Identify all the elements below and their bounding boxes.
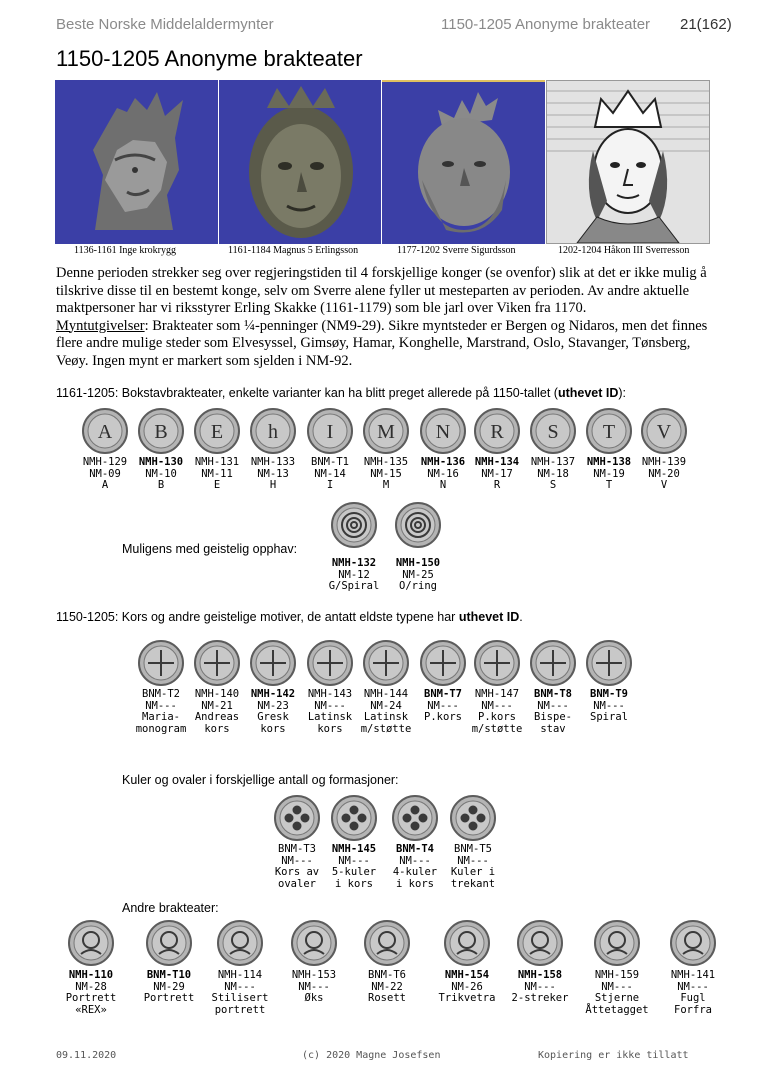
running-header-left: Beste Norske Middelaldermynter (56, 16, 274, 33)
coin-id: BNM-T4 (396, 843, 434, 855)
other-coin-label (508, 970, 572, 1005)
clerical-coin-label (322, 558, 386, 593)
portrait-image-sverre (382, 80, 545, 244)
svg-text:N: N (435, 421, 451, 443)
coin-description: S (549, 479, 557, 491)
ball-coin-image (274, 795, 320, 841)
coin-description: G/Spiral (328, 580, 380, 592)
coin-id: NMH-158 (517, 969, 563, 981)
cross-coin-label (465, 689, 529, 735)
coin-nm-number: NM-14 (314, 467, 346, 480)
coin-nm-number: NM-25 (402, 568, 434, 581)
svg-text:R: R (490, 421, 504, 443)
ball-coin-label (441, 844, 505, 890)
other-coin-image (146, 920, 192, 966)
coin-id: NMH-141 (670, 969, 716, 981)
coin-id: NMH-153 (291, 969, 337, 981)
coin-nm-number: NM--- (145, 699, 177, 712)
coin-nm-number: NM-28 (75, 980, 107, 993)
coin-description: E (213, 479, 221, 491)
letter-coin-label (73, 457, 137, 492)
coin-nm-number: NM-20 (648, 467, 680, 480)
coin-id: NMH-134 (474, 456, 520, 468)
other-coin-image (444, 920, 490, 966)
section-letter-bracteates-heading: 1161-1205: Bokstavbrakteater, enkelte varianter kan ha blitt preget allerede på 1150-tallet (uthevet ID): (56, 386, 627, 400)
coin-description: Gresk kors (257, 711, 289, 735)
coin-nm-number: NM-11 (201, 467, 233, 480)
coin-nm-number: NM-09 (89, 467, 121, 480)
svg-text:V: V (656, 421, 672, 443)
coin-id: NMH-139 (641, 456, 687, 468)
other-coin-image (217, 920, 263, 966)
section-cross-motifs-heading: 1150-1205: Kors og andre geistelige motiver, de antatt eldste typene har uthevet ID. (56, 610, 523, 624)
coin-nm-number: NM--- (524, 980, 556, 993)
coin-nm-number: NM-15 (370, 467, 402, 480)
clerical-coin-image (395, 502, 441, 548)
portrait-image-haakon (546, 80, 710, 244)
coin-description: Trikvetra (438, 992, 496, 1004)
coin-nm-number: NM-18 (537, 467, 569, 480)
coin-id: NMH-159 (594, 969, 640, 981)
letter-coin-label (129, 457, 193, 492)
cross-coin-image (250, 640, 296, 686)
other-coin-label (137, 970, 201, 1005)
portrait-caption-haakon: 1202-1204 Håkon III Sverresson (558, 245, 690, 256)
coin-id: NMH-143 (307, 688, 353, 700)
coin-description: P.kors (424, 711, 462, 723)
coin-description: B (157, 479, 165, 491)
coin-description: H (269, 479, 277, 491)
cross-coin-label (241, 689, 305, 735)
letter-coin-image (420, 408, 466, 454)
coin-description: Stjerne Åttetagget (585, 992, 649, 1016)
ball-coin-image (392, 795, 438, 841)
coin-id: NMH-140 (194, 688, 240, 700)
coin-id: NMH-110 (68, 969, 114, 981)
svg-text:h: h (268, 421, 278, 443)
svg-text:A: A (97, 421, 113, 443)
coin-description: Kuler i trekant (450, 866, 496, 890)
other-coin-label (208, 970, 272, 1016)
coin-nm-number: NM-26 (451, 980, 483, 993)
letter-coin-label (298, 457, 362, 492)
other-coin-label (355, 970, 419, 1005)
ball-coin-label (322, 844, 386, 890)
coin-nm-number: NM--- (314, 699, 346, 712)
cross-coin-label (298, 689, 362, 735)
coin-nm-number: NM-23 (257, 699, 289, 712)
ball-coin-label (383, 844, 447, 890)
coin-nm-number: NM--- (537, 699, 569, 712)
cross-coin-image (307, 640, 353, 686)
letter-coin-label (632, 457, 696, 492)
coin-description: Latinsk m/støtte (360, 711, 412, 735)
ball-coin-image (450, 795, 496, 841)
footer-copyright: (c) 2020 Magne Josefsen (302, 1050, 441, 1061)
coin-description: I (326, 479, 334, 491)
other-coin-image (670, 920, 716, 966)
letter-coin-image (307, 408, 353, 454)
coin-id: BNM-T1 (311, 456, 349, 468)
other-coin-label (282, 970, 346, 1005)
cross-coin-label (521, 689, 585, 735)
coin-description: M (382, 479, 390, 491)
coin-id: NMH-131 (194, 456, 240, 468)
coin-id: NMH-130 (138, 456, 184, 468)
coin-id: BNM-T10 (146, 969, 192, 981)
svg-text:T: T (602, 421, 616, 443)
intro-paragraph (56, 265, 716, 370)
coin-nm-number: NM-24 (370, 699, 402, 712)
footer-date: 09.11.2020 (56, 1050, 117, 1061)
coin-description: Portrett «REX» (65, 992, 117, 1016)
coin-nm-number: NM--- (338, 854, 370, 867)
coin-id: NMH-133 (250, 456, 296, 468)
coin-nm-number: NM-12 (338, 568, 370, 581)
letter-coin-image (363, 408, 409, 454)
mint-issues-text (56, 318, 716, 371)
letter-coin-label (465, 457, 529, 492)
other-coin-image (517, 920, 563, 966)
coin-nm-number: NM--- (281, 854, 313, 867)
svg-text:S: S (547, 421, 559, 443)
cross-coin-image (420, 640, 466, 686)
coin-id: BNM-T9 (590, 688, 628, 700)
portrait-image-inge (55, 80, 218, 244)
coin-description: 4-kuler i kors (392, 866, 438, 890)
coin-description: 2-streker (511, 992, 569, 1004)
coin-description: Fugl Forfra (674, 992, 712, 1016)
footer-notice: Kopiering er ikke tillatt (538, 1050, 689, 1061)
letter-coin-label (185, 457, 249, 492)
cross-coin-label (185, 689, 249, 735)
ball-coin-label (265, 844, 329, 890)
portrait-image-magnus (219, 80, 381, 244)
cross-coin-image (363, 640, 409, 686)
mint-issues-label: Myntutgivelser (56, 317, 145, 334)
letter-coin-image (641, 408, 687, 454)
other-coin-label (585, 970, 649, 1016)
letter-coin-label (521, 457, 585, 492)
coin-description: N (439, 479, 447, 491)
coin-id: NMH-147 (474, 688, 520, 700)
coin-description: T (605, 479, 613, 491)
page-title: 1150-1205 Anonyme brakteater (56, 46, 363, 71)
letter-coin-image (194, 408, 240, 454)
coin-id: NMH-150 (395, 557, 441, 569)
cross-coin-image (474, 640, 520, 686)
svg-text:B: B (154, 421, 168, 443)
cross-coin-image (138, 640, 184, 686)
letter-coin-label (241, 457, 305, 492)
cross-coin-label (577, 689, 641, 724)
letter-coin-image (250, 408, 296, 454)
svg-text:I: I (326, 421, 334, 443)
portrait-caption-inge: 1136-1161 Inge krokrygg (74, 245, 177, 256)
coin-id: NMH-135 (363, 456, 409, 468)
coin-description: 5-kuler i kors (331, 866, 377, 890)
coin-id: BNM-T3 (278, 843, 316, 855)
clerical-coin-image (331, 502, 377, 548)
coin-nm-number: NM--- (677, 980, 709, 993)
coin-nm-number: NM-19 (593, 467, 625, 480)
other-coin-image (364, 920, 410, 966)
coin-description: Bispe- stav (534, 711, 572, 735)
clerical-origin-label: Muligens med geistelig opphav: (122, 542, 298, 556)
portrait-caption-magnus: 1161-1184 Magnus 5 Erlingsson (228, 245, 359, 256)
svg-text:E: E (210, 421, 224, 443)
cross-coin-image (530, 640, 576, 686)
coin-nm-number: NM-16 (427, 467, 459, 480)
other-coin-label (59, 970, 123, 1016)
balls-ovals-label: Kuler og ovaler i forskjellige antall og formasjoner: (122, 773, 399, 787)
coin-id: NMH-142 (250, 688, 296, 700)
coin-nm-number: NM-29 (153, 980, 185, 993)
coin-id: NMH-129 (82, 456, 128, 468)
coin-id: BNM-T7 (424, 688, 462, 700)
coin-nm-number: NM-22 (371, 980, 403, 993)
coin-nm-number: NM--- (601, 980, 633, 993)
other-bracteates-label: Andre brakteater: (122, 901, 219, 915)
coin-nm-number: NM--- (224, 980, 256, 993)
coin-description: R (493, 479, 501, 491)
coin-description: V (660, 479, 668, 491)
cross-coin-label (129, 689, 193, 735)
coin-description: P.kors m/støtte (471, 711, 523, 735)
coin-description: Andreas kors (194, 711, 240, 735)
intro-text: Denne perioden strekker seg over regjeringstiden til 4 forskjellige konger (se ovenfor) slik at det er ikke mulig å tilskrive disse til en bestemt konge, selv om Sverre alene fyller ut mesteparten av perioden. Av andre aktuelle maktpersoner har vi riksstyrer Erling Skakke (1161-1179) som ble jarl over Viken fra 1170. (56, 265, 707, 316)
coin-id: NMH-154 (444, 969, 490, 981)
coin-id: NMH-144 (363, 688, 409, 700)
coin-description: Øks (304, 992, 324, 1004)
cross-coin-image (194, 640, 240, 686)
coin-description: O/ring (399, 580, 437, 592)
coin-nm-number: NM--- (427, 699, 459, 712)
coin-id: BNM-T8 (534, 688, 572, 700)
coin-nm-number: NM-21 (201, 699, 233, 712)
letter-coin-image (138, 408, 184, 454)
coin-id: BNM-T2 (142, 688, 180, 700)
other-coin-label (661, 970, 725, 1016)
other-coin-label (435, 970, 499, 1005)
coin-id: NMH-145 (331, 843, 377, 855)
other-coin-image (594, 920, 640, 966)
ball-coin-image (331, 795, 377, 841)
coin-id: NMH-138 (586, 456, 632, 468)
page-number: 21(162) (680, 16, 732, 33)
letter-coin-label (354, 457, 418, 492)
coin-description: Maria- monogram (135, 711, 187, 735)
coin-id: NMH-137 (530, 456, 576, 468)
coin-nm-number: NM--- (457, 854, 489, 867)
coin-description: A (101, 479, 109, 491)
svg-text:M: M (377, 421, 395, 443)
letter-coin-image (474, 408, 520, 454)
coin-id: NMH-132 (331, 557, 377, 569)
letter-coin-image (586, 408, 632, 454)
letter-coin-image (82, 408, 128, 454)
coin-nm-number: NM--- (481, 699, 513, 712)
other-coin-image (291, 920, 337, 966)
coin-description: Portrett (143, 992, 195, 1004)
running-header-center: 1150-1205 Anonyme brakteater (441, 16, 651, 33)
coin-id: NMH-114 (217, 969, 263, 981)
coin-description: Stilisert portrett (211, 992, 269, 1016)
clerical-coin-label (386, 558, 450, 593)
coin-nm-number: NM--- (399, 854, 431, 867)
coin-nm-number: NM--- (593, 699, 625, 712)
mint-issues-body: : Brakteater som ¼-penninger (NM9-29). Sikre myntsteder er Bergen og Nidaros, men det finnes flere andre mulige steder som Elvesyssel, Gimsøy, Hamar, Konghelle, Marstrand, Oslo, Stavanger, Tønsberg, Veøy. Ingen mynt er markert som sjelden i NM-92. (56, 317, 708, 369)
coin-description: Kors av ovaler (274, 866, 320, 890)
portrait-caption-sverre: 1177-1202 Sverre Sigurdsson (397, 245, 516, 256)
letter-coin-image (530, 408, 576, 454)
coin-description: Rosett (368, 992, 406, 1004)
coin-nm-number: NM--- (298, 980, 330, 993)
coin-nm-number: NM-10 (145, 467, 177, 480)
coin-description: Latinsk kors (307, 711, 353, 735)
cross-coin-label (354, 689, 418, 735)
other-coin-image (68, 920, 114, 966)
coin-description: Spiral (590, 711, 628, 723)
coin-id: NMH-136 (420, 456, 466, 468)
coin-id: BNM-T6 (368, 969, 406, 981)
coin-nm-number: NM-13 (257, 467, 289, 480)
coin-nm-number: NM-17 (481, 467, 513, 480)
cross-coin-image (586, 640, 632, 686)
coin-id: BNM-T5 (454, 843, 492, 855)
